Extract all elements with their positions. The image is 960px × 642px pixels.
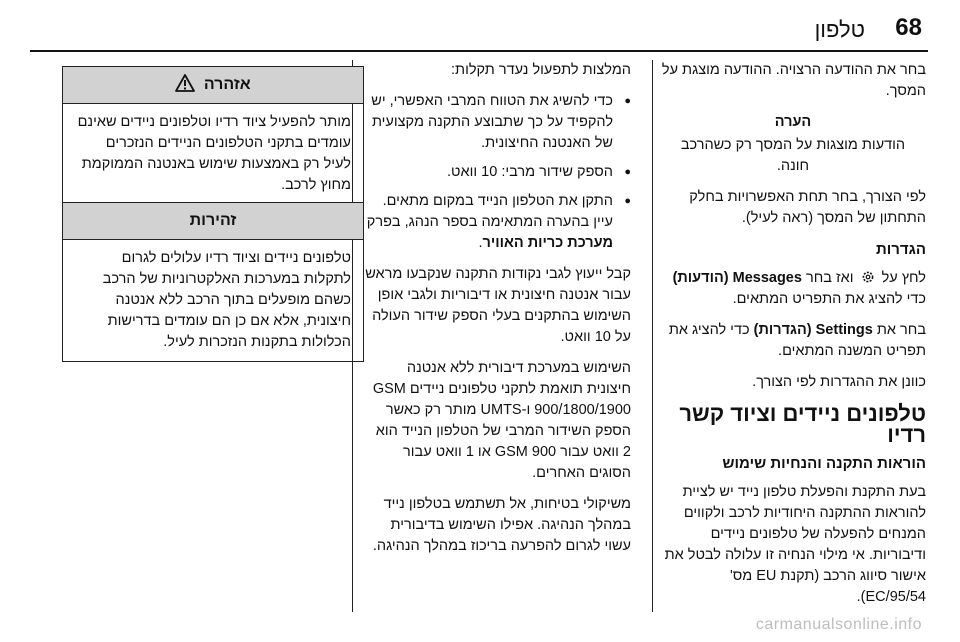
page-number: 68 [895,14,922,41]
settings-step-2 [660,320,926,362]
settings-step-1-c: כדי להציג את התפריט המתאים. [732,291,926,307]
installation-text: בעת התקנת והפעלת טלפון נייד יש לציית להוראות ההתקנה היחודיות לרכב ולקווים המנחים להפעלה של טלפונים ניידים ודיבוריות. אי מילוי הנחיה זו עלולה לבטל את אישור סיווג הרכב (תקנת EU מס' 95/54/EC). [664,484,926,605]
warning-box-header [63,67,363,104]
caution-box-header [63,203,363,240]
settings-step-2-b: כדי להציג את תפריט המשנה המתאים. [668,322,926,359]
watermark: carmanualsonline.info [755,616,922,633]
handsfree-usage-text: השימוש במערכת דיבורית ללא אנטנה חיצונית תואמת לתקני טלפונים ניידים GSM 900/1800/1900 ו-UMTS מותר רק כאשר הספק השידור המרבי של הטלפון הנייד הוא 2 וואט עבור GSM 900 או 1 וואט עבור הסוגים האחרים. [372,360,631,481]
page-title: טלפון [814,17,865,42]
settings-step-1-b: ואז בחר [805,270,854,286]
settings-step-1-a: לחץ על [881,270,926,286]
messages-label: Messages (הודעות) [672,270,802,286]
warning-box [62,66,364,205]
recommendations-list [365,91,631,254]
note-text: הודעות מוצגות על המסך רק כשהרכב חונה. [680,137,906,174]
gear-icon [861,270,875,284]
caution-box [62,202,364,362]
subsection-title: הוראות התקנה והנחיות שימוש [722,455,926,472]
section-title: טלפונים ניידים וציוד קשר רדיו [679,401,926,447]
list-item: ● הספק שידור מרבי: 10 וואט. [365,162,613,183]
airbag-system-reference: מערכת כריות האוויר [482,235,613,251]
list-item-text: התקן את הטלפון הנייד במקום מתאים. עיין בהערה המתאימה בספר הנהג, בפרק [366,193,613,230]
settings-label: Settings (הגדרות) [753,322,873,338]
list-item: ● התקן את הטלפון הנייד במקום מתאים. עיין בהערה המתאימה בספר הנהג, בפרק מערכת כריות האוויר. [365,191,613,254]
intro-text: בחר את ההודעה הרצויה. ההודעה מוצגת על המסך. [661,62,926,99]
settings-step-2-a: בחר את [876,322,926,338]
settings-step-1 [660,268,926,310]
caution-title: זהירות [189,212,237,229]
header-divider [30,50,928,52]
note-heading: הערה [774,114,812,130]
column-divider-right [652,60,653,612]
installation-advice-text: קבל ייעוץ לגבי נקודות התקנה שנקבעו מראש עבור אנטנה חיצונית או דיבוריות ולגבי אופן השימוש בהתקנים בעלי הספק שידור העולה על 10 וואט. [365,266,631,345]
warning-icon [175,74,195,92]
caution-text: טלפונים ניידים וציוד רדיו עלולים לגרום לתקלות במערכות האלקטרוניות של הרכב כשהם מופעלים בתוך הרכב ללא אנטנה חיצונית, אלא אם כן הם עומדים בדרישות הכלולות בתקנות הנזכרות לעיל. [102,250,351,350]
recommendations-intro: המלצות לתפעול נעדר תקלות: [451,62,631,78]
warning-title: אזהרה [203,76,251,93]
warning-text: מותר להפעיל ציוד רדיו וטלפונים ניידים שאינם עומדים בתקני הטלפונים הניידים הנזכרים לעיל רק באמצעות שימוש באנטנה הממוקמת מחוץ לרכב. [77,114,351,193]
right-column [660,60,926,618]
middle-column [365,60,631,567]
safety-text: משיקולי בטיחות, אל תשתמש בטלפון נייד במהלך הנהיגה. אפילו השימוש בדיבורית עשוי לגרום להפרעה בריכוז במהלך הנהיגה. [372,496,631,554]
reply-text: לפי הצורך, בחר תחת האפשרויות בחלק התחתון של המסך (ראה לעיל). [689,189,926,226]
settings-step-3: כוונן את ההגדרות לפי הצורך. [752,374,926,390]
list-item: ● כדי להשיג את הטווח המרבי האפשרי, יש להקפיד על כך שתבוצע התקנה מקצועית של האנטנה החיצונית. [365,91,613,154]
settings-heading: הגדרות [876,241,926,258]
page-header [0,0,960,54]
